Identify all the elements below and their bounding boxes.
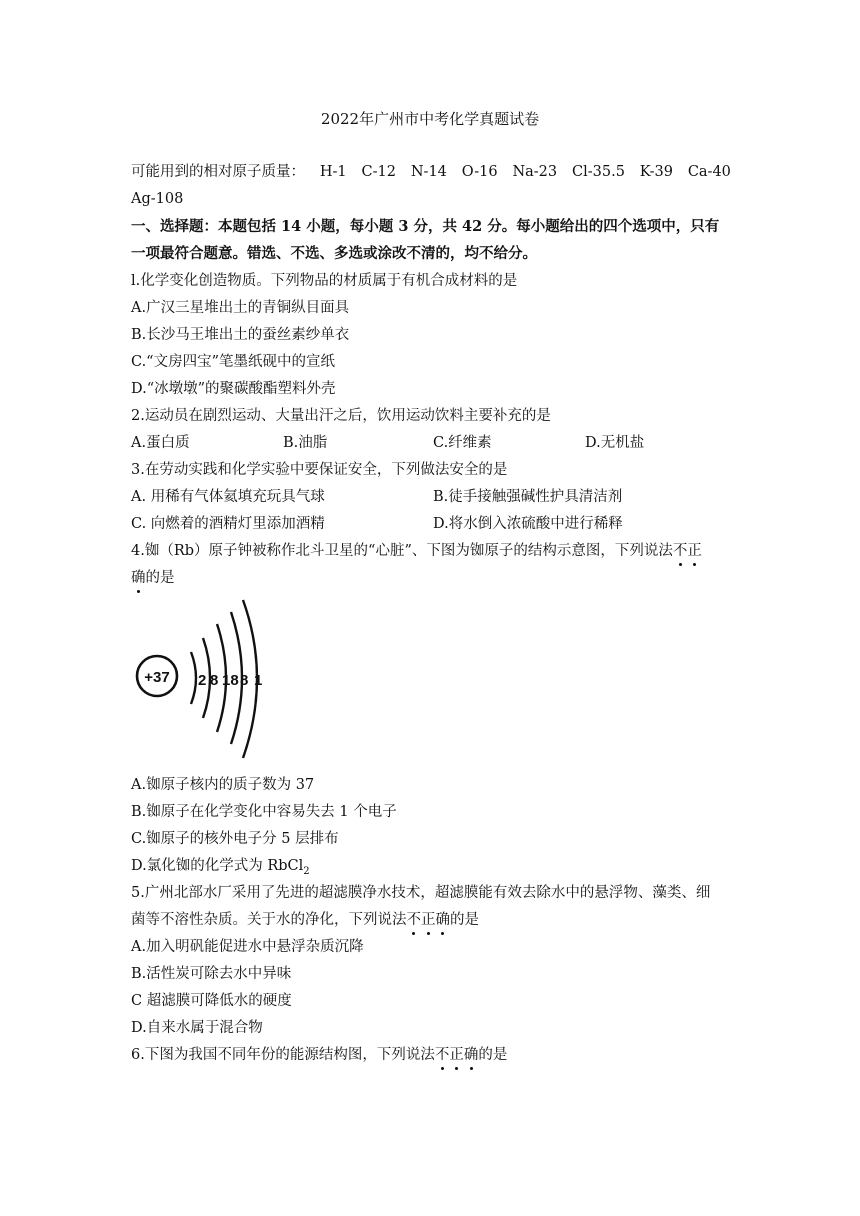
mass-item: C-12 [361, 164, 396, 180]
question-6-stem-tail: 的是 [478, 1047, 508, 1063]
emphasis-char: 不 [672, 543, 688, 559]
mass-item: Na-23 [512, 164, 558, 180]
mass-item: K-39 [639, 164, 673, 180]
question-4-stem-line1 [131, 541, 702, 561]
question-5-stem-tail: 的是 [450, 912, 479, 928]
question-5-stem-line2 [131, 910, 479, 930]
question-3-option-c: C. 向燃着的酒精灯里添加酒精 [131, 516, 325, 532]
shell-electron-count: 8 [210, 672, 219, 689]
question-5-option-b: B.活性炭可除去水中异味 [131, 966, 292, 982]
question-2-option-b: B.油脂 [283, 435, 328, 451]
emphasis-char: 正 [421, 912, 436, 928]
question-5-stem-text: 菌等不溶性杂质。关于水的净化，下列说法 [131, 912, 407, 928]
question-1-stem: l.化学变化创造物质。下列物品的材质属于有机合成材料的是 [131, 273, 518, 289]
question-5-stem-line1: 5.广州北部水厂采用了先进的超滤膜净水技术，超滤膜能有效去除水中的悬浮物、藻类、细 [131, 885, 711, 901]
question-3-stem: 3.在劳动实践和化学实验中要保证安全，下列做法安全的是 [131, 462, 508, 478]
atomic-masses-label: 可能用到的相对原子质量： [131, 164, 305, 180]
question-4-stem-text: 4.铷（Rb）原子钟被称作北斗卫星的“心脏”、下图为铷原子的结构示意图，下列说法 [131, 543, 673, 559]
question-6-stem [131, 1045, 507, 1065]
emphasis-char: 确 [463, 1047, 479, 1063]
question-4-option-c: C.铷原子的核外电子分 5 层排布 [131, 831, 339, 847]
question-2-stem: 2.运动员在剧烈运动、大量出汗之后，饮用运动饮料主要补充的是 [131, 408, 551, 424]
question-1-option-a: A.广汉三星堆出土的青铜纵目面具 [131, 300, 350, 316]
mass-item: H-1 [319, 164, 347, 180]
shell-electron-count: 2 [198, 672, 207, 689]
question-4-option-b: B.铷原子在化学变化中容易失去 1 个电子 [131, 804, 397, 820]
question-4-stem-line2 [131, 568, 175, 588]
shell-electron-count: 8 [240, 672, 249, 689]
question-1-option-b: B.长沙马王堆出土的蚕丝素纱单衣 [131, 327, 350, 343]
question-5-option-a: A.加入明矾能促进水中悬浮杂质沉降 [131, 939, 364, 955]
question-6-stem-text: 6.下图为我国不同年份的能源结构图，下列说法 [131, 1047, 435, 1063]
emphasis-char: 不 [434, 1047, 450, 1063]
question-5-option-c: C 超滤膜可降低水的硬度 [131, 993, 292, 1009]
question-3-option-a: A. 用稀有气体氦填充玩具气球 [131, 489, 325, 505]
question-2-option-a: A.蛋白质 [131, 435, 190, 451]
question-3-option-b: B.徒手接触强碱性护具清洁剂 [433, 489, 623, 505]
emphasis-char: 确 [131, 570, 146, 586]
question-1-option-d: D.“冰墩墩”的聚碳酸酯塑料外壳 [131, 381, 336, 397]
subscript: 2 [303, 865, 310, 877]
mass-item: Cl-35.5 [572, 164, 625, 180]
question-2-option-d: D.无机盐 [585, 435, 645, 451]
atomic-masses-row [131, 162, 731, 182]
nucleus-charge: +37 [144, 669, 170, 686]
question-4-option-d [131, 856, 310, 882]
emphasis-char: 确 [435, 912, 450, 928]
mass-item-last: Ag-108 [131, 191, 184, 207]
emphasis-char: 正 [449, 1047, 464, 1063]
rubidium-atom-diagram [133, 598, 273, 768]
question-3-option-d: D.将水倒入浓硫酸中进行稀释 [433, 516, 623, 532]
shell-electron-count: 1 [254, 672, 263, 689]
question-1-option-c: C.“文房四宝”笔墨纸砚中的宣纸 [131, 354, 336, 370]
mass-item: N-14 [410, 164, 447, 180]
question-2-option-c: C.纤维素 [433, 435, 492, 451]
section-instructions-line1: 一、选择题：本题包括 14 小题，每小题 3 分，共 42 分。每小题给出的四个选项中，只有 [131, 218, 720, 235]
question-4-option-a: A.铷原子核内的质子数为 37 [131, 777, 315, 793]
question-4-stem-tail: 的是 [145, 570, 175, 586]
emphasis-char: 不 [406, 912, 421, 928]
electron-shell-arc [191, 652, 196, 704]
emphasis-char: 正 [687, 543, 702, 559]
mass-item: O-16 [461, 164, 498, 180]
mass-item: Ca-40 [687, 164, 731, 180]
question-4-option-d-text: D.氯化铷的化学式为 RbCl [131, 858, 304, 874]
question-5-option-d: D.自来水属于混合物 [131, 1020, 263, 1036]
shell-electron-count: 18 [222, 672, 239, 689]
section-instructions-line2: 一项最符合题意。错选、不选、多选或涂改不清的，均不给分。 [131, 245, 537, 262]
page-title: 2022年广州市中考化学真题试卷 [320, 110, 540, 128]
